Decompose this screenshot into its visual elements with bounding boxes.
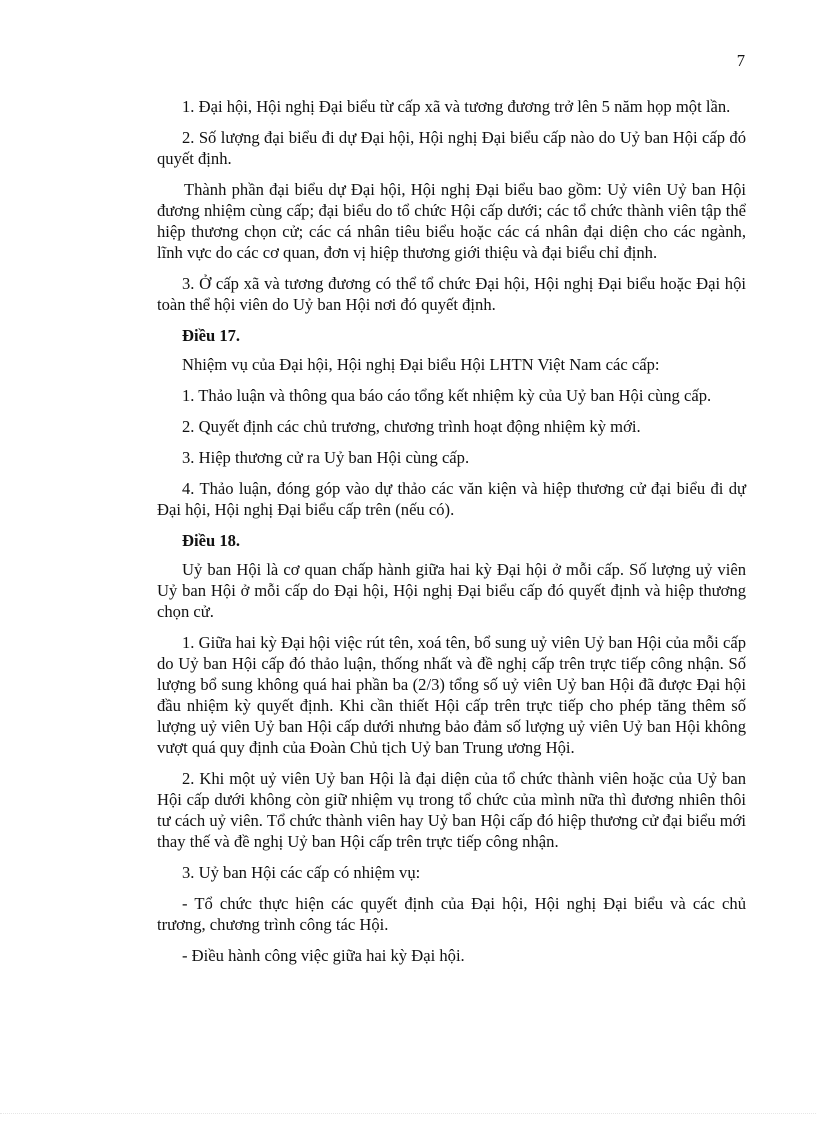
paragraph: 1. Giữa hai kỳ Đại hội việc rút tên, xoá tên, bổ sung uỷ viên Uỷ ban Hội của mỗi cấp do Uỷ ban Hội cấp đó thảo luận, thống nhất và đề nghị cấp trên trực tiếp công nhận. Số lượng bổ sung không quá hai phần ba (2/3) tổng số uỷ viên Uỷ ban Hội đã được Đại hội đầu nhiệm kỳ quyết định. Khi cần thiết Hội cấp trên trực tiếp cho phép tăng thêm số lượng uỷ viên Uỷ ban Hội cấp dưới nhưng bảo đảm số lượng uỷ viên Uỷ ban Hội không vượt quá quy định của Đoàn Chủ tịch Uỷ ban Trung ương Hội. (157, 633, 746, 757)
paragraph: Nhiệm vụ của Đại hội, Hội nghị Đại biểu Hội LHTN Việt Nam các cấp: (182, 355, 660, 374)
paragraph: 3. Hiệp thương cử ra Uỷ ban Hội cùng cấp. (182, 448, 470, 467)
article-heading: Điều 18. (182, 531, 241, 550)
paragraph: Thành phần đại biểu dự Đại hội, Hội nghị Đại biểu bao gồm: Uỷ viên Uỷ ban Hội đương nhiệm cùng cấp; đại biểu do tổ chức Hội cấp dưới; các tổ chức thành viên tập thể hiệp thương chọn cử; các cá nhân tiêu biểu hoặc các cá nhân đại diện cho các ngành, lĩnh vực do các cơ quan, đơn vị hiệp thương giới thiệu và đại biểu chỉ định. (157, 180, 746, 262)
paragraph: 4. Thảo luận, đóng góp vào dự thảo các văn kiện và hiệp thương cử đại biểu đi dự Đại hội, Hội nghị Đại biểu cấp trên (nếu có). (157, 479, 746, 519)
paragraph: 2. Số lượng đại biểu đi dự Đại hội, Hội nghị Đại biểu cấp nào do Uỷ ban Hội cấp đó quyết định. (157, 128, 746, 168)
paragraph: 3. Uỷ ban Hội các cấp có nhiệm vụ: (182, 863, 421, 882)
article-heading: Điều 17. (182, 326, 241, 345)
paragraph: 2. Quyết định các chủ trương, chương trình hoạt động nhiệm kỳ mới. (182, 417, 641, 436)
paragraph: - Điều hành công việc giữa hai kỳ Đại hội. (182, 946, 465, 965)
paragraph: 1. Thảo luận và thông qua báo cáo tổng kết nhiệm kỳ của Uỷ ban Hội cùng cấp. (182, 386, 712, 405)
paragraph: - Tổ chức thực hiện các quyết định của Đại hội, Hội nghị Đại biểu và các chủ trương, chương trình công tác Hội. (157, 894, 746, 934)
paragraph: 3. Ở cấp xã và tương đương có thể tổ chức Đại hội, Hội nghị Đại biểu hoặc Đại hội toàn thể hội viên do Uỷ ban Hội nơi đó quyết định. (157, 274, 746, 314)
page-number: 7 (736, 51, 745, 70)
paragraph: 1. Đại hội, Hội nghị Đại biểu từ cấp xã và tương đương trở lên 5 năm họp một lần. (182, 97, 731, 116)
page-bottom-divider (0, 1113, 816, 1114)
document-body (157, 96, 746, 966)
paragraph: 2. Khi một uỷ viên Uỷ ban Hội là đại diện của tổ chức thành viên hoặc của Uỷ ban Hội cấp dưới không còn giữ nhiệm vụ trong tổ chức của mình nữa thì đương nhiên thôi tư cách uỷ viên. Tổ chức thành viên hay Uỷ ban Hội cấp đó hiệp thương cử đại biểu mới thay thế và đề nghị Uỷ ban Hội cấp trên trực tiếp công nhận. (157, 769, 746, 851)
paragraph: Uỷ ban Hội là cơ quan chấp hành giữa hai kỳ Đại hội ở mỗi cấp. Số lượng uỷ viên Uỷ ban Hội ở mỗi cấp do Đại hội, Hội nghị Đại biểu cấp đó quyết định và hiệp thương chọn cử. (157, 560, 746, 621)
